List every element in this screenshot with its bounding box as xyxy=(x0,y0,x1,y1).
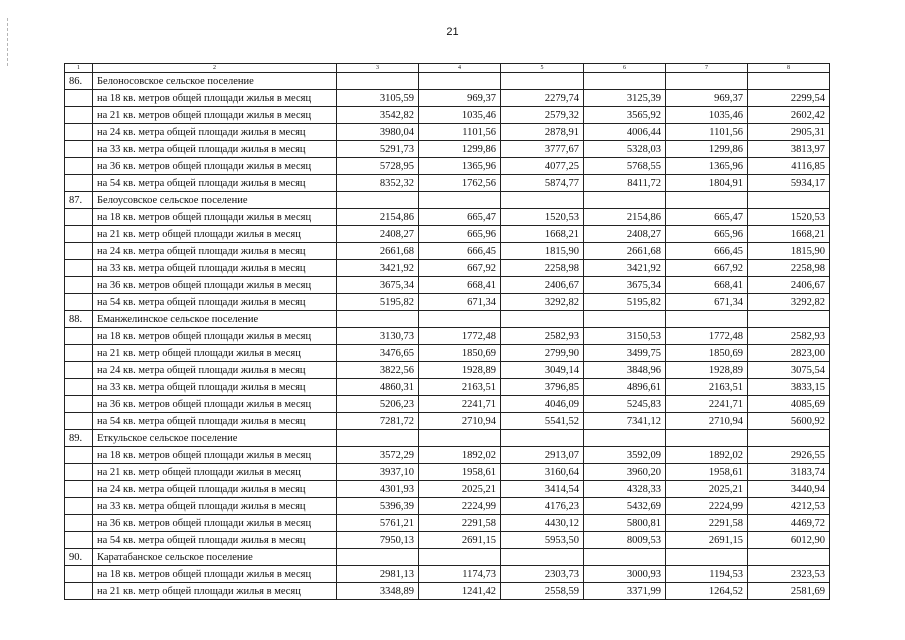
empty-cell xyxy=(65,175,93,192)
row-label: на 54 кв. метра общей площади жилья в месяц xyxy=(93,532,337,549)
table-row xyxy=(65,447,830,464)
empty-cell xyxy=(748,192,830,209)
value-cell: 671,34 xyxy=(419,294,501,311)
value-cell: 2154,86 xyxy=(584,209,666,226)
value-cell: 1668,21 xyxy=(501,226,584,243)
value-cell: 2406,67 xyxy=(501,277,584,294)
value-cell: 2258,98 xyxy=(501,260,584,277)
value-cell: 2691,15 xyxy=(666,532,748,549)
settlement-name: Каратабанское сельское поселение xyxy=(93,549,337,566)
empty-cell xyxy=(584,73,666,90)
value-cell: 1264,52 xyxy=(666,583,748,600)
empty-cell xyxy=(65,260,93,277)
value-cell: 2581,69 xyxy=(748,583,830,600)
value-cell: 5396,39 xyxy=(337,498,419,515)
value-cell: 2661,68 xyxy=(584,243,666,260)
value-cell: 2163,51 xyxy=(419,379,501,396)
page-number: 21 xyxy=(446,26,459,38)
value-cell: 5761,21 xyxy=(337,515,419,532)
row-label: на 54 кв. метра общей площади жилья в месяц xyxy=(93,294,337,311)
value-cell: 3000,93 xyxy=(584,566,666,583)
table-row xyxy=(65,413,830,430)
value-cell: 2025,21 xyxy=(419,481,501,498)
table-row xyxy=(65,294,830,311)
value-cell: 4301,93 xyxy=(337,481,419,498)
section-row xyxy=(65,549,830,566)
value-cell: 3813,97 xyxy=(748,141,830,158)
value-cell: 2799,90 xyxy=(501,345,584,362)
value-cell: 2163,51 xyxy=(666,379,748,396)
empty-cell xyxy=(65,583,93,600)
value-cell: 2913,07 xyxy=(501,447,584,464)
value-cell: 5432,69 xyxy=(584,498,666,515)
value-cell: 5541,52 xyxy=(501,413,584,430)
value-cell: 3183,74 xyxy=(748,464,830,481)
empty-cell xyxy=(748,311,830,328)
value-cell: 1241,42 xyxy=(419,583,501,600)
value-cell: 3476,65 xyxy=(337,345,419,362)
row-label: на 33 кв. метра общей площади жилья в месяц xyxy=(93,260,337,277)
value-cell: 5195,82 xyxy=(337,294,419,311)
empty-cell xyxy=(65,379,93,396)
empty-cell xyxy=(584,311,666,328)
value-cell: 5800,81 xyxy=(584,515,666,532)
column-header: 3 xyxy=(337,64,419,73)
empty-cell xyxy=(65,515,93,532)
table-row xyxy=(65,464,830,481)
empty-cell xyxy=(666,430,748,447)
value-cell: 2241,71 xyxy=(419,396,501,413)
empty-cell xyxy=(501,311,584,328)
table-row xyxy=(65,566,830,583)
value-cell: 2661,68 xyxy=(337,243,419,260)
value-cell: 4212,53 xyxy=(748,498,830,515)
value-cell: 1892,02 xyxy=(419,447,501,464)
value-cell: 3292,82 xyxy=(501,294,584,311)
value-cell: 668,41 xyxy=(666,277,748,294)
value-cell: 3565,92 xyxy=(584,107,666,124)
empty-cell xyxy=(65,328,93,345)
empty-cell xyxy=(666,73,748,90)
value-cell: 8411,72 xyxy=(584,175,666,192)
empty-cell xyxy=(65,481,93,498)
empty-cell xyxy=(666,549,748,566)
value-cell: 2299,54 xyxy=(748,90,830,107)
row-label: на 21 кв. метр общей площади жилья в месяц xyxy=(93,464,337,481)
value-cell: 2323,53 xyxy=(748,566,830,583)
value-cell: 1850,69 xyxy=(419,345,501,362)
value-cell: 5728,95 xyxy=(337,158,419,175)
table-row xyxy=(65,158,830,175)
value-cell: 4085,69 xyxy=(748,396,830,413)
empty-cell xyxy=(65,158,93,175)
value-cell: 3371,99 xyxy=(584,583,666,600)
value-cell: 1850,69 xyxy=(666,345,748,362)
empty-cell xyxy=(501,73,584,90)
value-cell: 2579,32 xyxy=(501,107,584,124)
value-cell: 1299,86 xyxy=(419,141,501,158)
value-cell: 3833,15 xyxy=(748,379,830,396)
row-label: на 54 кв. метра общей площади жилья в месяц xyxy=(93,175,337,192)
value-cell: 4860,31 xyxy=(337,379,419,396)
value-cell: 2558,59 xyxy=(501,583,584,600)
value-cell: 8352,32 xyxy=(337,175,419,192)
value-cell: 665,47 xyxy=(419,209,501,226)
value-cell: 666,45 xyxy=(419,243,501,260)
row-label: на 54 кв. метра общей площади жилья в месяц xyxy=(93,413,337,430)
value-cell: 3160,64 xyxy=(501,464,584,481)
empty-cell xyxy=(419,192,501,209)
empty-cell xyxy=(65,464,93,481)
value-cell: 668,41 xyxy=(419,277,501,294)
column-header: 5 xyxy=(501,64,584,73)
value-cell: 3960,20 xyxy=(584,464,666,481)
value-cell: 3440,94 xyxy=(748,481,830,498)
value-cell: 7281,72 xyxy=(337,413,419,430)
empty-cell xyxy=(501,430,584,447)
value-cell: 2224,99 xyxy=(419,498,501,515)
value-cell: 671,34 xyxy=(666,294,748,311)
row-label: на 21 кв. метр общей площади жилья в месяц xyxy=(93,345,337,362)
table-row xyxy=(65,362,830,379)
value-cell: 2710,94 xyxy=(666,413,748,430)
value-cell: 4176,23 xyxy=(501,498,584,515)
row-label: на 18 кв. метров общей площади жилья в месяц xyxy=(93,566,337,583)
value-cell: 2241,71 xyxy=(666,396,748,413)
value-cell: 4077,25 xyxy=(501,158,584,175)
settlement-name: Еманжелинское сельское поселение xyxy=(93,311,337,328)
value-cell: 2602,42 xyxy=(748,107,830,124)
table-row xyxy=(65,175,830,192)
value-cell: 1928,89 xyxy=(419,362,501,379)
value-cell: 2224,99 xyxy=(666,498,748,515)
table-row xyxy=(65,345,830,362)
empty-cell xyxy=(65,277,93,294)
value-cell: 1815,90 xyxy=(501,243,584,260)
value-cell: 8009,53 xyxy=(584,532,666,549)
value-cell: 1520,53 xyxy=(748,209,830,226)
value-cell: 2981,13 xyxy=(337,566,419,583)
value-cell: 3105,59 xyxy=(337,90,419,107)
value-cell: 3937,10 xyxy=(337,464,419,481)
value-cell: 1804,91 xyxy=(666,175,748,192)
value-cell: 6012,90 xyxy=(748,532,830,549)
value-cell: 5206,23 xyxy=(337,396,419,413)
value-cell: 2878,91 xyxy=(501,124,584,141)
empty-cell xyxy=(65,498,93,515)
empty-cell xyxy=(337,430,419,447)
value-cell: 3592,09 xyxy=(584,447,666,464)
empty-cell xyxy=(65,209,93,226)
value-cell: 1520,53 xyxy=(501,209,584,226)
value-cell: 2710,94 xyxy=(419,413,501,430)
table-row xyxy=(65,583,830,600)
value-cell: 7950,13 xyxy=(337,532,419,549)
empty-cell xyxy=(666,192,748,209)
row-label: на 21 кв. метр общей площади жилья в месяц xyxy=(93,583,337,600)
settlement-name: Еткульское сельское поселение xyxy=(93,430,337,447)
value-cell: 2303,73 xyxy=(501,566,584,583)
empty-cell xyxy=(419,311,501,328)
table-row xyxy=(65,328,830,345)
table-row xyxy=(65,515,830,532)
value-cell: 3150,53 xyxy=(584,328,666,345)
value-cell: 2258,98 xyxy=(748,260,830,277)
value-cell: 1299,86 xyxy=(666,141,748,158)
value-cell: 2408,27 xyxy=(584,226,666,243)
value-cell: 2926,55 xyxy=(748,447,830,464)
value-cell: 1892,02 xyxy=(666,447,748,464)
empty-cell xyxy=(65,447,93,464)
value-cell: 5874,77 xyxy=(501,175,584,192)
value-cell: 1772,48 xyxy=(666,328,748,345)
value-cell: 5195,82 xyxy=(584,294,666,311)
table-row xyxy=(65,141,830,158)
section-number: 88. xyxy=(65,311,93,328)
row-label: на 36 кв. метров общей площади жилья в месяц xyxy=(93,158,337,175)
table-row xyxy=(65,226,830,243)
row-label: на 36 кв. метров общей площади жилья в месяц xyxy=(93,277,337,294)
value-cell: 1101,56 xyxy=(419,124,501,141)
row-label: на 33 кв. метра общей площади жилья в месяц xyxy=(93,379,337,396)
value-cell: 3049,14 xyxy=(501,362,584,379)
value-cell: 3542,82 xyxy=(337,107,419,124)
row-label: на 24 кв. метра общей площади жилья в месяц xyxy=(93,362,337,379)
column-header: 1 xyxy=(65,64,93,73)
value-cell: 3348,89 xyxy=(337,583,419,600)
empty-cell xyxy=(584,549,666,566)
value-cell: 1365,96 xyxy=(666,158,748,175)
table-row xyxy=(65,124,830,141)
value-cell: 3777,67 xyxy=(501,141,584,158)
section-number: 90. xyxy=(65,549,93,566)
value-cell: 667,92 xyxy=(419,260,501,277)
settlement-name: Белоносовское сельское поселение xyxy=(93,73,337,90)
value-cell: 1958,61 xyxy=(666,464,748,481)
value-cell: 1958,61 xyxy=(419,464,501,481)
value-cell: 665,96 xyxy=(666,226,748,243)
section-row xyxy=(65,311,830,328)
empty-cell xyxy=(419,549,501,566)
table-row xyxy=(65,260,830,277)
table-row xyxy=(65,243,830,260)
empty-cell xyxy=(419,73,501,90)
empty-cell xyxy=(65,90,93,107)
value-cell: 969,37 xyxy=(419,90,501,107)
row-label: на 24 кв. метра общей площади жилья в месяц xyxy=(93,481,337,498)
column-header: 2 xyxy=(93,64,337,73)
value-cell: 2406,67 xyxy=(748,277,830,294)
empty-cell xyxy=(748,430,830,447)
value-cell: 1194,53 xyxy=(666,566,748,583)
value-cell: 4896,61 xyxy=(584,379,666,396)
value-cell: 3848,96 xyxy=(584,362,666,379)
value-cell: 2408,27 xyxy=(337,226,419,243)
value-cell: 3075,54 xyxy=(748,362,830,379)
value-cell: 2291,58 xyxy=(666,515,748,532)
empty-cell xyxy=(584,192,666,209)
value-cell: 1668,21 xyxy=(748,226,830,243)
value-cell: 2691,15 xyxy=(419,532,501,549)
empty-cell xyxy=(65,413,93,430)
value-cell: 3421,92 xyxy=(584,260,666,277)
value-cell: 4006,44 xyxy=(584,124,666,141)
value-cell: 3292,82 xyxy=(748,294,830,311)
value-cell: 2279,74 xyxy=(501,90,584,107)
value-cell: 3796,85 xyxy=(501,379,584,396)
value-cell: 4430,12 xyxy=(501,515,584,532)
column-header: 8 xyxy=(748,64,830,73)
value-cell: 3822,56 xyxy=(337,362,419,379)
row-label: на 21 кв. метров общей площади жилья в месяц xyxy=(93,107,337,124)
empty-cell xyxy=(65,141,93,158)
value-cell: 3499,75 xyxy=(584,345,666,362)
table-row xyxy=(65,90,830,107)
value-cell: 2025,21 xyxy=(666,481,748,498)
empty-cell xyxy=(501,192,584,209)
empty-cell xyxy=(65,243,93,260)
table-row xyxy=(65,396,830,413)
empty-cell xyxy=(65,294,93,311)
value-cell: 1762,56 xyxy=(419,175,501,192)
value-cell: 3980,04 xyxy=(337,124,419,141)
table-row xyxy=(65,481,830,498)
table-row xyxy=(65,532,830,549)
empty-cell xyxy=(584,430,666,447)
row-label: на 18 кв. метров общей площади жилья в месяц xyxy=(93,90,337,107)
value-cell: 5328,03 xyxy=(584,141,666,158)
value-cell: 2291,58 xyxy=(419,515,501,532)
column-header: 4 xyxy=(419,64,501,73)
value-cell: 1772,48 xyxy=(419,328,501,345)
table-row xyxy=(65,498,830,515)
value-cell: 2154,86 xyxy=(337,209,419,226)
row-label: на 24 кв. метра общей площади жилья в месяц xyxy=(93,124,337,141)
value-cell: 1035,46 xyxy=(666,107,748,124)
section-row xyxy=(65,192,830,209)
empty-cell xyxy=(65,532,93,549)
value-cell: 2905,31 xyxy=(748,124,830,141)
table-row xyxy=(65,277,830,294)
value-cell: 5245,83 xyxy=(584,396,666,413)
empty-cell xyxy=(337,192,419,209)
value-cell: 1815,90 xyxy=(748,243,830,260)
value-cell: 5291,73 xyxy=(337,141,419,158)
row-label: на 36 кв. метров общей площади жилья в месяц xyxy=(93,396,337,413)
row-label: на 18 кв. метров общей площади жилья в месяц xyxy=(93,209,337,226)
row-label: на 33 кв. метра общей площади жилья в месяц xyxy=(93,498,337,515)
row-label: на 18 кв. метров общей площади жилья в месяц xyxy=(93,328,337,345)
empty-cell xyxy=(501,549,584,566)
value-cell: 666,45 xyxy=(666,243,748,260)
section-row xyxy=(65,430,830,447)
value-cell: 7341,12 xyxy=(584,413,666,430)
value-cell: 5600,92 xyxy=(748,413,830,430)
value-cell: 2582,93 xyxy=(748,328,830,345)
empty-cell xyxy=(65,362,93,379)
section-number: 87. xyxy=(65,192,93,209)
column-number-row xyxy=(65,64,830,73)
table-row xyxy=(65,107,830,124)
value-cell: 1035,46 xyxy=(419,107,501,124)
empty-cell xyxy=(65,566,93,583)
row-label: на 36 кв. метров общей площади жилья в месяц xyxy=(93,515,337,532)
row-label: на 33 кв. метра общей площади жилья в месяц xyxy=(93,141,337,158)
section-number: 89. xyxy=(65,430,93,447)
value-cell: 4116,85 xyxy=(748,158,830,175)
value-cell: 4046,09 xyxy=(501,396,584,413)
value-cell: 4469,72 xyxy=(748,515,830,532)
empty-cell xyxy=(419,430,501,447)
section-row xyxy=(65,73,830,90)
empty-cell xyxy=(337,311,419,328)
empty-cell xyxy=(65,396,93,413)
value-cell: 665,96 xyxy=(419,226,501,243)
row-label: на 24 кв. метра общей площади жилья в месяц xyxy=(93,243,337,260)
empty-cell xyxy=(65,226,93,243)
empty-cell xyxy=(337,73,419,90)
column-header: 7 xyxy=(666,64,748,73)
value-cell: 5953,50 xyxy=(501,532,584,549)
value-cell: 5768,55 xyxy=(584,158,666,175)
value-cell: 3675,34 xyxy=(584,277,666,294)
row-label: на 18 кв. метров общей площади жилья в месяц xyxy=(93,447,337,464)
empty-cell xyxy=(337,549,419,566)
value-cell: 665,47 xyxy=(666,209,748,226)
empty-cell xyxy=(65,345,93,362)
value-cell: 969,37 xyxy=(666,90,748,107)
value-cell: 3421,92 xyxy=(337,260,419,277)
settlement-name: Белоусовское сельское поселение xyxy=(93,192,337,209)
column-header: 6 xyxy=(584,64,666,73)
value-cell: 1365,96 xyxy=(419,158,501,175)
table-row xyxy=(65,379,830,396)
value-cell: 4328,33 xyxy=(584,481,666,498)
value-cell: 1101,56 xyxy=(666,124,748,141)
empty-cell xyxy=(666,311,748,328)
empty-cell xyxy=(748,549,830,566)
empty-cell xyxy=(748,73,830,90)
empty-cell xyxy=(65,107,93,124)
table-row xyxy=(65,209,830,226)
value-cell: 2582,93 xyxy=(501,328,584,345)
value-cell: 3572,29 xyxy=(337,447,419,464)
row-label: на 21 кв. метр общей площади жилья в месяц xyxy=(93,226,337,243)
value-cell: 3125,39 xyxy=(584,90,666,107)
tariff-table xyxy=(64,63,830,600)
value-cell: 3130,73 xyxy=(337,328,419,345)
value-cell: 667,92 xyxy=(666,260,748,277)
section-number: 86. xyxy=(65,73,93,90)
value-cell: 1928,89 xyxy=(666,362,748,379)
value-cell: 3414,54 xyxy=(501,481,584,498)
value-cell: 2823,00 xyxy=(748,345,830,362)
empty-cell xyxy=(65,124,93,141)
value-cell: 3675,34 xyxy=(337,277,419,294)
value-cell: 1174,73 xyxy=(419,566,501,583)
value-cell: 5934,17 xyxy=(748,175,830,192)
